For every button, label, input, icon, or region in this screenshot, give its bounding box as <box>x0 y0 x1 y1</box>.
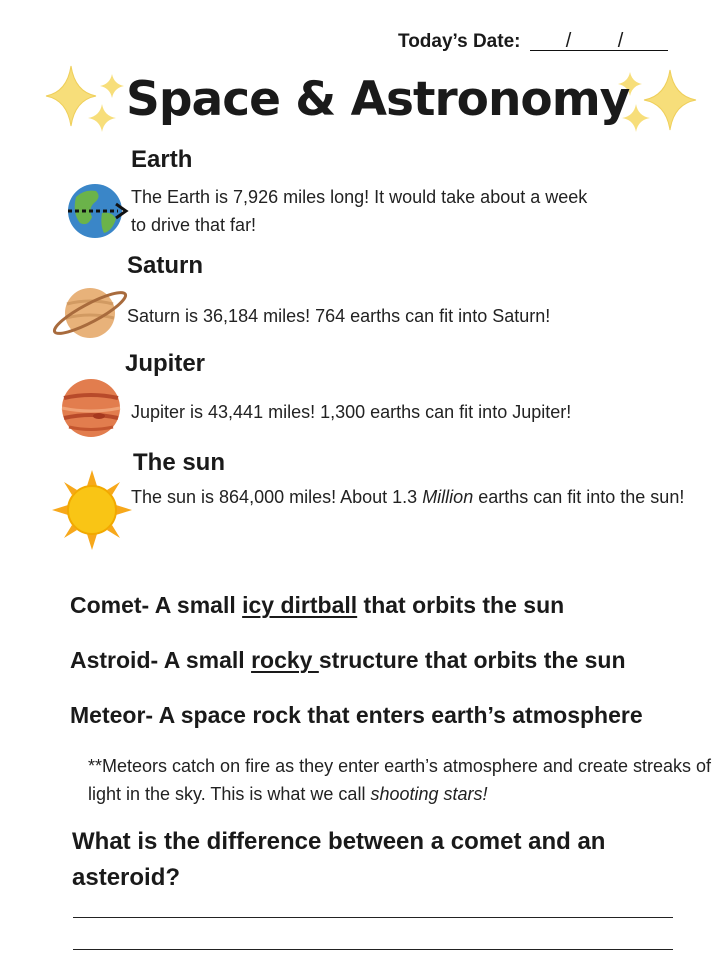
page-title: Space & Astronomy <box>126 72 630 127</box>
saturn-icon <box>50 282 132 344</box>
sun-heading: The sun <box>133 449 226 476</box>
definition-keyword: icy dirtball <box>242 592 358 618</box>
sun-desc-part-1: The sun is 864,000 miles! About 1.3 <box>131 487 423 507</box>
date-label: Today’s Date: <box>398 31 521 52</box>
definition-text: that orbits the sun <box>357 592 565 618</box>
date-blank[interactable] <box>530 30 668 51</box>
date-field <box>398 30 668 53</box>
jupiter-heading: Jupiter <box>125 350 206 377</box>
meteor-note <box>88 752 718 808</box>
definition-text: A small <box>149 592 243 618</box>
saturn-description: Saturn is 36,184 miles! 764 earths can fit into Saturn! <box>127 306 551 326</box>
jupiter-description: Jupiter is 43,441 miles! 1,300 earths can fit into Jupiter! <box>131 402 572 422</box>
answer-line[interactable] <box>73 949 673 950</box>
jupiter-icon <box>61 378 123 440</box>
sun-description <box>131 483 711 511</box>
definition-term: Astroid- <box>70 647 159 673</box>
definition-keyword: rocky <box>251 647 319 673</box>
definition-astroid <box>70 647 626 674</box>
date-slash-2: / <box>617 30 624 52</box>
definition-text: A small <box>158 647 252 673</box>
date-slash-1: / <box>565 30 572 52</box>
definition-term: Comet- <box>70 592 150 618</box>
note-emphasis: shooting stars! <box>370 784 488 804</box>
definition-comet <box>70 592 564 619</box>
earth-heading: Earth <box>131 146 193 173</box>
sun-icon <box>52 470 132 550</box>
question-text: What is the difference between a comet and an asteroid? <box>72 828 606 891</box>
definition-term: Meteor- <box>70 702 154 728</box>
definition-text: A space rock that enters earth’s atmosphere <box>153 702 643 728</box>
definition-meteor <box>70 702 643 729</box>
answer-line[interactable] <box>73 917 673 918</box>
saturn-heading: Saturn <box>127 252 204 279</box>
sun-desc-part-2: earths can fit into the sun! <box>473 487 685 507</box>
earth-icon <box>66 183 128 241</box>
earth-description: The Earth is 7,926 miles long! It would take about a week to drive that far! <box>131 187 588 235</box>
definition-text: structure that orbits the sun <box>318 647 626 673</box>
sparkle-icon <box>46 66 131 136</box>
note-text: **Meteors catch on fire as they enter earth’s atmosphere and create streaks of light in the sky. This is what we call <box>88 756 711 804</box>
sun-desc-emphasis: Million <box>422 487 474 507</box>
